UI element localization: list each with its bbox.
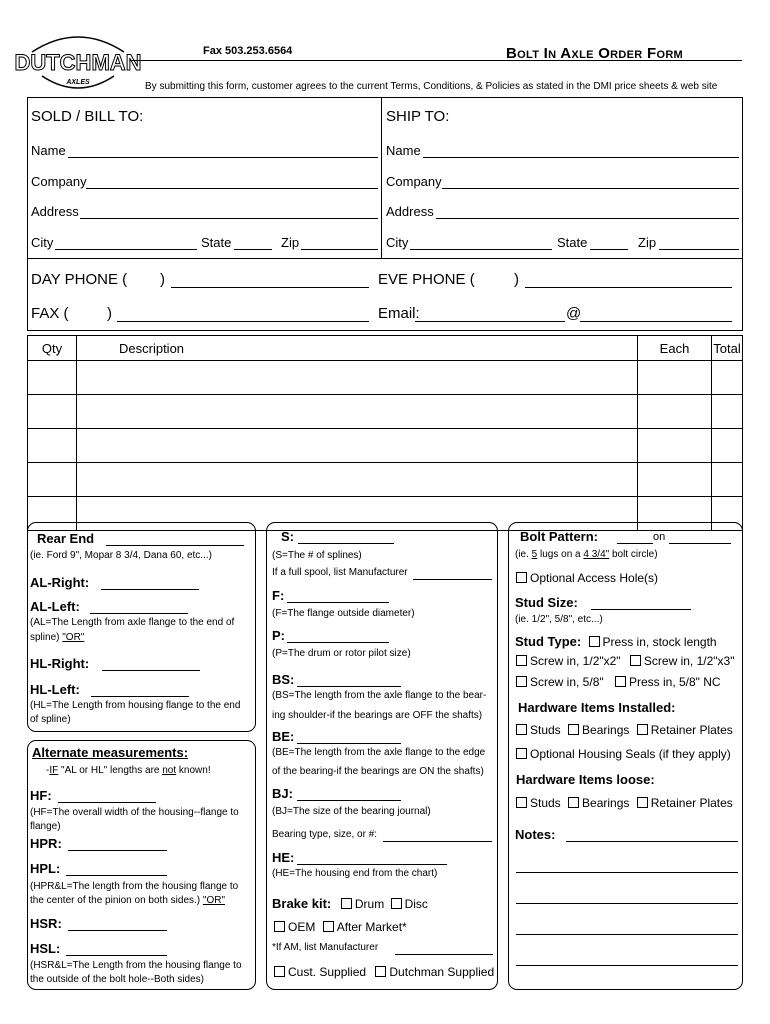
hp-or: "OR": [202, 895, 226, 906]
press-in-stock-label: Press in, stock length: [602, 635, 717, 649]
installed-retainer-checkbox[interactable]: [637, 724, 648, 735]
table-row: [28, 361, 743, 395]
p-field[interactable]: [287, 642, 389, 643]
he-label: HE:: [272, 850, 295, 865]
brake-kit-row: [272, 896, 428, 911]
bj-field[interactable]: [297, 800, 401, 801]
hp-note-line2: [30, 895, 225, 906]
access-hole-row: [516, 571, 658, 585]
cust-supplied-label: Cust. Supplied: [288, 965, 367, 979]
each-cell[interactable]: [638, 429, 712, 463]
rear-end-hint: (ie. Ford 9", Mopar 8 3/4, Dana 60, etc...): [30, 550, 212, 561]
housing-seals-row: [516, 747, 731, 761]
press-in-stock-checkbox[interactable]: [589, 636, 600, 647]
al-right-field[interactable]: [101, 589, 199, 590]
hf-label: HF:: [30, 788, 52, 803]
notes-label: Notes:: [515, 827, 556, 842]
drum-label: Drum: [354, 897, 385, 911]
alt-note: [46, 765, 211, 776]
description-cell[interactable]: [77, 361, 638, 395]
alt-heading: Alternate measurements:: [32, 745, 189, 760]
stud-size-hint: (ie. 1/2", 5/8", etc...): [515, 614, 603, 625]
bj-note: (BJ=The size of the bearing journal): [272, 806, 431, 817]
ship-company-label: Company: [386, 174, 442, 189]
s-note: (S=The # of splines): [272, 550, 362, 561]
bs-note-line1: (BS=The length from the axle flange to the bear-: [272, 690, 487, 701]
notes-line-2[interactable]: [516, 872, 738, 873]
installed-retainer-label: Retainer Plates: [650, 723, 733, 737]
installed-bearings-label: Bearings: [582, 723, 630, 737]
loose-bearings-label: Bearings: [582, 796, 630, 810]
sold-city-label: City: [31, 235, 54, 250]
press-58-label: Press in, 5/8" NC: [628, 675, 721, 689]
hl-right-label: HL-Right:: [30, 656, 90, 671]
al-or: "OR": [62, 632, 85, 643]
f-field[interactable]: [287, 602, 389, 603]
bp-hint-end: bolt circle): [609, 549, 658, 560]
supply-row: [274, 965, 494, 979]
drum-checkbox[interactable]: [341, 898, 352, 909]
sold-address-label: Address: [31, 204, 79, 219]
screw-12x3-checkbox[interactable]: [630, 655, 641, 666]
eve-phone-close: ): [514, 271, 519, 288]
rear-end-label: Rear End: [37, 531, 95, 546]
am-manufacturer-field[interactable]: [395, 954, 493, 955]
oem-checkbox[interactable]: [274, 921, 285, 932]
notes-line-4[interactable]: [516, 934, 738, 935]
hardware-loose-heading: Hardware Items loose:: [516, 772, 655, 787]
fax-close: ): [107, 305, 112, 322]
sold-state-field[interactable]: [234, 249, 272, 250]
description-cell[interactable]: [77, 429, 638, 463]
day-phone-label: DAY PHONE (: [31, 271, 128, 288]
alt-note-if: IF: [49, 765, 59, 776]
stud-type-label: Stud Type:: [515, 634, 582, 649]
dutchman-supplied-checkbox[interactable]: [375, 966, 386, 977]
press-58-checkbox[interactable]: [615, 676, 626, 687]
total-cell[interactable]: [712, 395, 743, 429]
sold-state-label: State: [201, 235, 232, 250]
oem-row: [274, 920, 407, 934]
al-note-text: spline): [30, 632, 60, 643]
al-right-label: AL-Right:: [30, 575, 90, 590]
screw-58-row: [516, 675, 721, 689]
housing-seals-label: Optional Housing Seals (if they apply): [530, 747, 731, 761]
al-note-line2: [30, 632, 84, 643]
be-note-line2: of the bearing-if the bearings are ON the shafts): [272, 766, 484, 777]
each-cell[interactable]: [638, 395, 712, 429]
notes-line-1[interactable]: [566, 841, 738, 842]
screw-12x2-label: Screw in, 1/2"x2": [530, 654, 621, 668]
loose-bearings-checkbox[interactable]: [568, 797, 579, 808]
he-note: (HE=The housing end from the chart): [272, 868, 438, 879]
bolt-pattern-lugs-field[interactable]: [617, 543, 653, 544]
s-field[interactable]: [298, 543, 394, 544]
screw-12x3-label: Screw in, 1/2"x3": [643, 654, 735, 668]
ship-name-label: Name: [386, 143, 421, 158]
be-field[interactable]: [297, 743, 401, 744]
installed-items-row: [516, 723, 733, 737]
sold-name-field[interactable]: [68, 157, 378, 158]
bs-note-line2: ing shoulder-if the bearings are OFF the shafts): [272, 710, 483, 721]
stud-size-field[interactable]: [591, 609, 691, 610]
email-at: @: [566, 305, 582, 322]
sold-city-field[interactable]: [55, 249, 197, 250]
sold-address-field[interactable]: [80, 218, 378, 219]
day-phone-field[interactable]: [171, 287, 369, 288]
sold-name-label: Name: [31, 143, 66, 158]
alternate-measurements-panel: [27, 740, 256, 990]
disc-checkbox[interactable]: [391, 898, 402, 909]
rear-end-field[interactable]: [106, 545, 244, 546]
sold-company-label: Company: [31, 174, 87, 189]
each-cell[interactable]: [638, 361, 712, 395]
qty-cell[interactable]: [28, 395, 77, 429]
bp-hint-circle: 4 3/4": [583, 549, 610, 560]
bearing-type-field[interactable]: [383, 841, 492, 842]
table-row: [28, 429, 743, 463]
hp-note-text: the center of the pinion on both sides.): [30, 895, 201, 906]
s-spool-field[interactable]: [413, 579, 492, 580]
description-cell[interactable]: [77, 463, 638, 497]
bj-label: BJ:: [272, 786, 293, 801]
notes-line-3[interactable]: [516, 903, 738, 904]
ship-state-field[interactable]: [590, 249, 628, 250]
col-each: Each: [638, 336, 712, 361]
al-left-field[interactable]: [90, 613, 188, 614]
hpl-label: HPL:: [30, 861, 61, 876]
ship-name-field[interactable]: [423, 157, 739, 158]
col-description: Description: [77, 336, 638, 361]
cust-supplied-checkbox[interactable]: [274, 966, 285, 977]
loose-items-row: [516, 796, 733, 810]
oem-label: OEM: [288, 920, 316, 934]
s-label: S:: [281, 529, 294, 544]
ship-zip-field[interactable]: [659, 249, 739, 250]
he-field[interactable]: [297, 864, 447, 865]
p-label: P:: [272, 628, 285, 643]
loose-retainer-label: Retainer Plates: [650, 796, 733, 810]
hl-right-field[interactable]: [102, 670, 200, 671]
alt-note-mid: "AL or HL" lengths are: [58, 765, 163, 776]
after-market-checkbox[interactable]: [323, 921, 334, 932]
ship-company-field[interactable]: [442, 188, 739, 189]
bolt-pattern-label: Bolt Pattern:: [520, 529, 598, 544]
hs-note-line2: the outside of the bolt hole--Both sides): [30, 974, 204, 985]
ship-address-label: Address: [386, 204, 434, 219]
form-title: Bolt In Axle Order Form: [506, 45, 684, 62]
qty-cell[interactable]: [28, 429, 77, 463]
al-left-label: AL-Left:: [30, 599, 80, 614]
each-cell[interactable]: [638, 463, 712, 497]
access-hole-checkbox[interactable]: [516, 572, 527, 583]
am-note: *If AM, list Manufacturer: [272, 942, 379, 953]
bs-field[interactable]: [297, 686, 401, 687]
total-cell[interactable]: [712, 361, 743, 395]
alt-note-dash: -: [46, 765, 50, 776]
email-domain-field[interactable]: [580, 321, 732, 322]
installed-bearings-checkbox[interactable]: [568, 724, 579, 735]
hpr-field[interactable]: [68, 850, 167, 851]
be-label: BE:: [272, 729, 295, 744]
stud-size-label: Stud Size:: [515, 595, 578, 610]
bolt-pattern-hint: [515, 549, 658, 560]
hs-note-line1: (HSR&L=The Length from the housing flange to: [30, 960, 242, 971]
col-total: Total: [712, 336, 743, 361]
ship-city-label: City: [386, 235, 409, 250]
day-phone-close: ): [160, 271, 165, 288]
description-cell[interactable]: [77, 395, 638, 429]
bolt-pattern-on: on: [653, 531, 666, 543]
bp-hint-mid: lugs on a: [537, 549, 584, 560]
hl-note-line1: (HL=The Length from housing flange to the end: [30, 700, 241, 711]
alt-note-end: known!: [176, 765, 211, 776]
stud-type-row: [515, 634, 717, 649]
qty-cell[interactable]: [28, 361, 77, 395]
email-user-field[interactable]: [415, 321, 565, 322]
eve-phone-field[interactable]: [525, 287, 732, 288]
f-label: F:: [272, 588, 285, 603]
hpr-label: HPR:: [30, 836, 62, 851]
terms-notice: By submitting this form, customer agrees to the current Terms, Conditions, & Policies as stated in the DMI price sheets & web site: [145, 81, 718, 92]
al-note-line1: (AL=The Length from axle flange to the end of: [30, 617, 235, 628]
total-cell[interactable]: [712, 429, 743, 463]
ship-to-heading: SHIP TO:: [386, 108, 450, 125]
bearing-type-label: Bearing type, size, or #:: [272, 829, 378, 840]
total-cell[interactable]: [712, 463, 743, 497]
hardware-installed-heading: Hardware Items Installed:: [518, 700, 676, 715]
s-spool-label: If a full spool, list Manufacturer: [272, 567, 408, 578]
hsr-label: HSR:: [30, 916, 62, 931]
dutchman-logo: [14, 30, 142, 92]
col-qty: Qty: [28, 336, 77, 361]
table-header-row: [28, 336, 743, 361]
screw-58-label: Screw in, 5/8": [530, 675, 604, 689]
after-market-label: After Market*: [336, 920, 407, 934]
dutchman-supplied-label: Dutchman Supplied: [389, 965, 495, 979]
hp-note-line1: (HPR&L=The length from the housing flange to: [30, 881, 239, 892]
table-row: [28, 395, 743, 429]
notes-line-5[interactable]: [516, 965, 738, 966]
f-note: (F=The flange outside diameter): [272, 608, 415, 619]
sold-to-heading: SOLD / BILL TO:: [31, 108, 144, 125]
email-label: Email:: [378, 305, 420, 322]
eve-phone-label: EVE PHONE (: [378, 271, 475, 288]
bolt-pattern-circle-field[interactable]: [669, 543, 731, 544]
ship-zip-label: Zip: [638, 235, 657, 250]
hl-left-label: HL-Left:: [30, 682, 80, 697]
hf-field[interactable]: [58, 802, 156, 803]
installed-studs-checkbox[interactable]: [516, 724, 527, 735]
loose-retainer-checkbox[interactable]: [637, 797, 648, 808]
screw-12x2-checkbox[interactable]: [516, 655, 527, 666]
hsr-field[interactable]: [68, 930, 167, 931]
sold-company-field[interactable]: [86, 188, 378, 189]
hl-note-line2: of spline): [30, 714, 71, 725]
be-note-line1: (BE=The length from the axle flange to the edge: [272, 747, 486, 758]
hl-left-field[interactable]: [91, 696, 189, 697]
qty-cell[interactable]: [28, 463, 77, 497]
ship-address-field[interactable]: [436, 218, 739, 219]
fax-number: Fax 503.253.6564: [203, 45, 293, 57]
screw-58-checkbox[interactable]: [516, 676, 527, 687]
hsl-field[interactable]: [66, 955, 167, 956]
hf-note-line1: (HF=The overall width of the housing--flange to: [30, 807, 239, 818]
hf-note-line2: flange): [30, 821, 61, 832]
bp-hint-lugs: 5: [531, 549, 538, 560]
hpl-field[interactable]: [66, 875, 167, 876]
logo-subtitle: AXLES: [66, 79, 90, 86]
disc-label: Disc: [404, 897, 428, 911]
fax-label: FAX (: [31, 305, 69, 322]
hsl-label: HSL:: [30, 941, 61, 956]
access-hole-label: Optional Access Hole(s): [530, 571, 659, 585]
sold-zip-label: Zip: [281, 235, 300, 250]
alt-note-not: not: [162, 765, 177, 776]
order-items-table: [27, 335, 743, 531]
ship-state-label: State: [557, 235, 588, 250]
p-note: (P=The drum or rotor pilot size): [272, 648, 411, 659]
loose-studs-checkbox[interactable]: [516, 797, 527, 808]
bp-hint-pre: (ie.: [515, 549, 532, 560]
brake-kit-label: Brake kit:: [272, 896, 332, 911]
screw-row: [516, 654, 734, 668]
sold-zip-field[interactable]: [301, 249, 378, 250]
installed-studs-label: Studs: [530, 723, 561, 737]
table-row: [28, 463, 743, 497]
loose-studs-label: Studs: [530, 796, 561, 810]
logo-wordmark: DUTCHMAN: [14, 50, 142, 75]
bs-label: BS:: [272, 672, 295, 687]
housing-seals-checkbox[interactable]: [516, 748, 527, 759]
fax-field[interactable]: [117, 321, 369, 322]
address-divider: [381, 97, 382, 259]
ship-city-field[interactable]: [410, 249, 552, 250]
